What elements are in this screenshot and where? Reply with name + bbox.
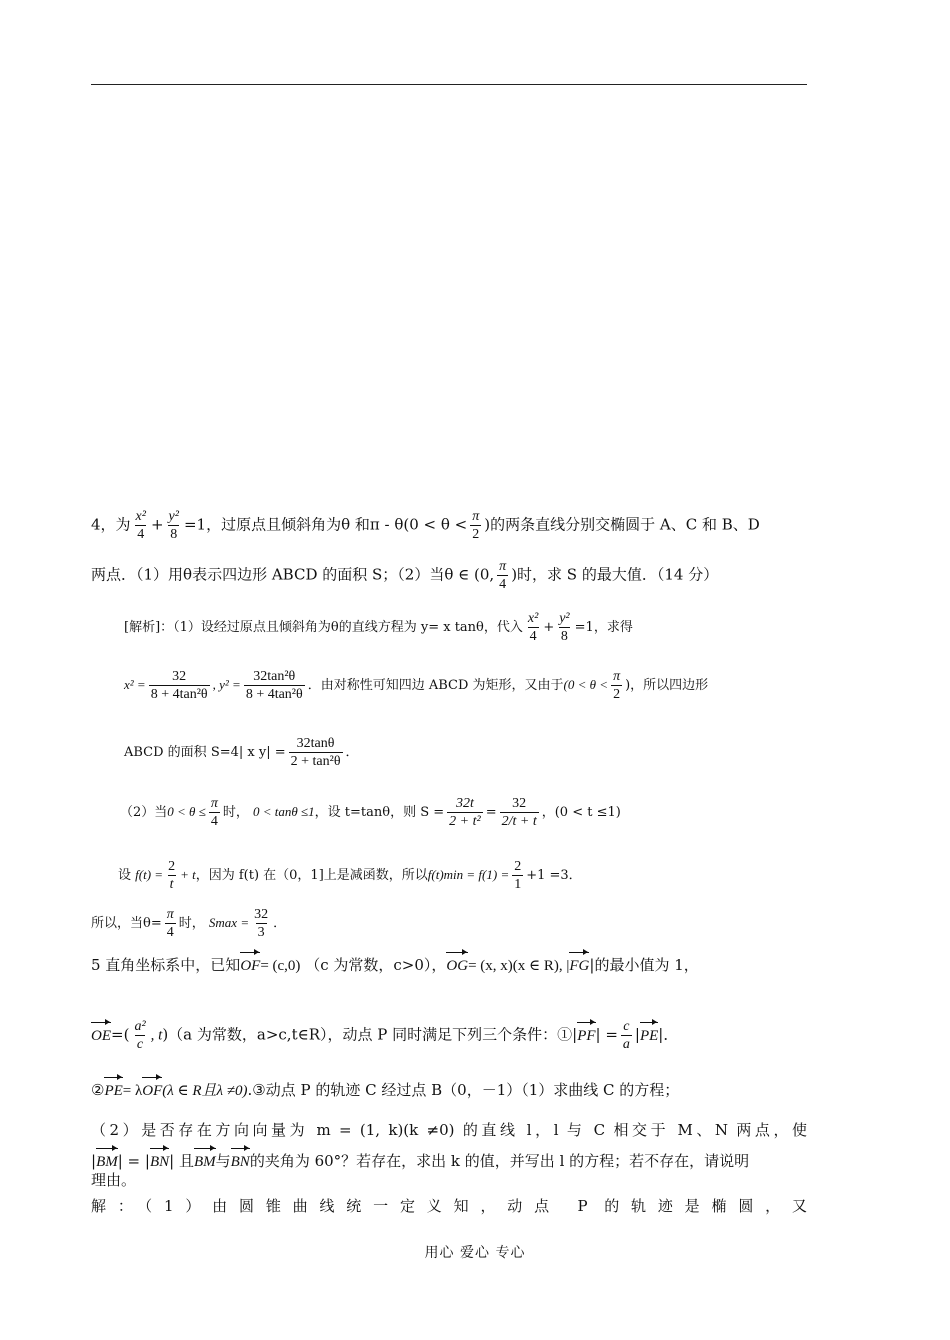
problem5-line7: 解：（1）由圆锥曲线统一定义知，动点 P 的轨迹是椭圆，又 <box>91 1197 807 1215</box>
problem4-line1: 4，为 $\frac{\text{x²}}{4}$ + $\frac{\text{y²}}{8}$ =1，过原点且倾斜角为θ 和π - θ(0 < θ < $\frac{\pi}{2}$ )的两条直线分别交椭圆于 A、C 和 B、D <box>91 509 760 542</box>
solution4-line3: ABCD 的面积 S=4| x y| = $\frac{32\tan\theta}{\text{2 + tan²θ}}$ ． <box>124 736 359 769</box>
problem5-line3: ②PE= λOF(λ ∈ R且λ ≠0).③动点 P 的轨迹 C 经过点 B（0，－1）（1）求曲线 C 的方程； <box>91 1075 679 1101</box>
solution4-line2: x² = $\frac{32}{\text{8 + 4tan²θ}}$ , y² = $\frac{\text{32tan²θ}}{\text{8 + 4tan²θ}}$ ．由对称性可知四边 ABCD 为矩形，又由于(0 < θ < $\frac{\pi}{2}$ )，所以四边形 <box>124 669 709 702</box>
solution4-line6: 所以，当θ= $\frac{\pi}{4}$ 时， Smax = $\frac{32}{3}$ ． <box>91 907 287 940</box>
solution4-line5: 设 f(t) = $\frac{2}{t}$ + t，因为 f(t) 在（0，1]上是减函数，所以f(t)min = f(1) = $\frac{2}{1}$ +1 =3． <box>118 859 582 892</box>
problem4-line2: 两点．（1）用θ表示四边形 ABCD 的面积 S；（2）当θ ∈ (0, $\frac{\pi}{4}$ )时，求 S 的最大值．（14 分） <box>91 559 719 592</box>
problem5-line4: （2）是否存在方向向量为 m = (1, k)(k ≠0) 的直线 l，l 与 C 相交于 M、N 两点，使 <box>91 1121 807 1139</box>
page-footer: 用心 爱心 专心 <box>424 1245 526 1261</box>
fraction-x2-over-4: $\frac{\text{x²}}{4}$ <box>135 509 146 542</box>
problem5-line5: |BM| = |BN| 且BM与BN的夹角为 60°？若存在，求出 k 的值，并写出 l 的方程；若不存在，请说明 <box>91 1146 749 1172</box>
problem5-line2: OE=( $\frac{\text{a²}}{c}$ , t)（a 为常数，a>c,t∈R），动点 P 同时满足下列三个条件：①|PF| = $\frac{c}{a}$ |PE|． <box>91 1019 679 1052</box>
problem5-line1: 5 直角坐标系中，已知OF= (c,0) （c 为常数，c>0），OG= (x, x)(x ∈ R), |FG|的最小值为 1， <box>91 950 699 976</box>
problem5-line6: 理由。 <box>91 1171 137 1189</box>
solution4-line4: （2）当0 < θ ≤ $\frac{\pi}{4}$ 时， 0 < tanθ ≤1，设 t=tanθ，则 S = $\frac{32t}{\text{2 + t²}}$ = $\frac{32}{2/t + t}$ ，(0 < t ≤1) <box>120 796 621 829</box>
fraction-y2-over-8: $\frac{\text{y²}}{8}$ <box>168 509 179 542</box>
solution4-line1: [解析]：（1）设经过原点且倾斜角为θ的直线方程为 y= x tanθ，代入 $\frac{\text{x²}}{4}$ + $\frac{\text{y²}}{8}$ =1，求得 <box>124 611 633 644</box>
header-rule <box>91 84 807 85</box>
